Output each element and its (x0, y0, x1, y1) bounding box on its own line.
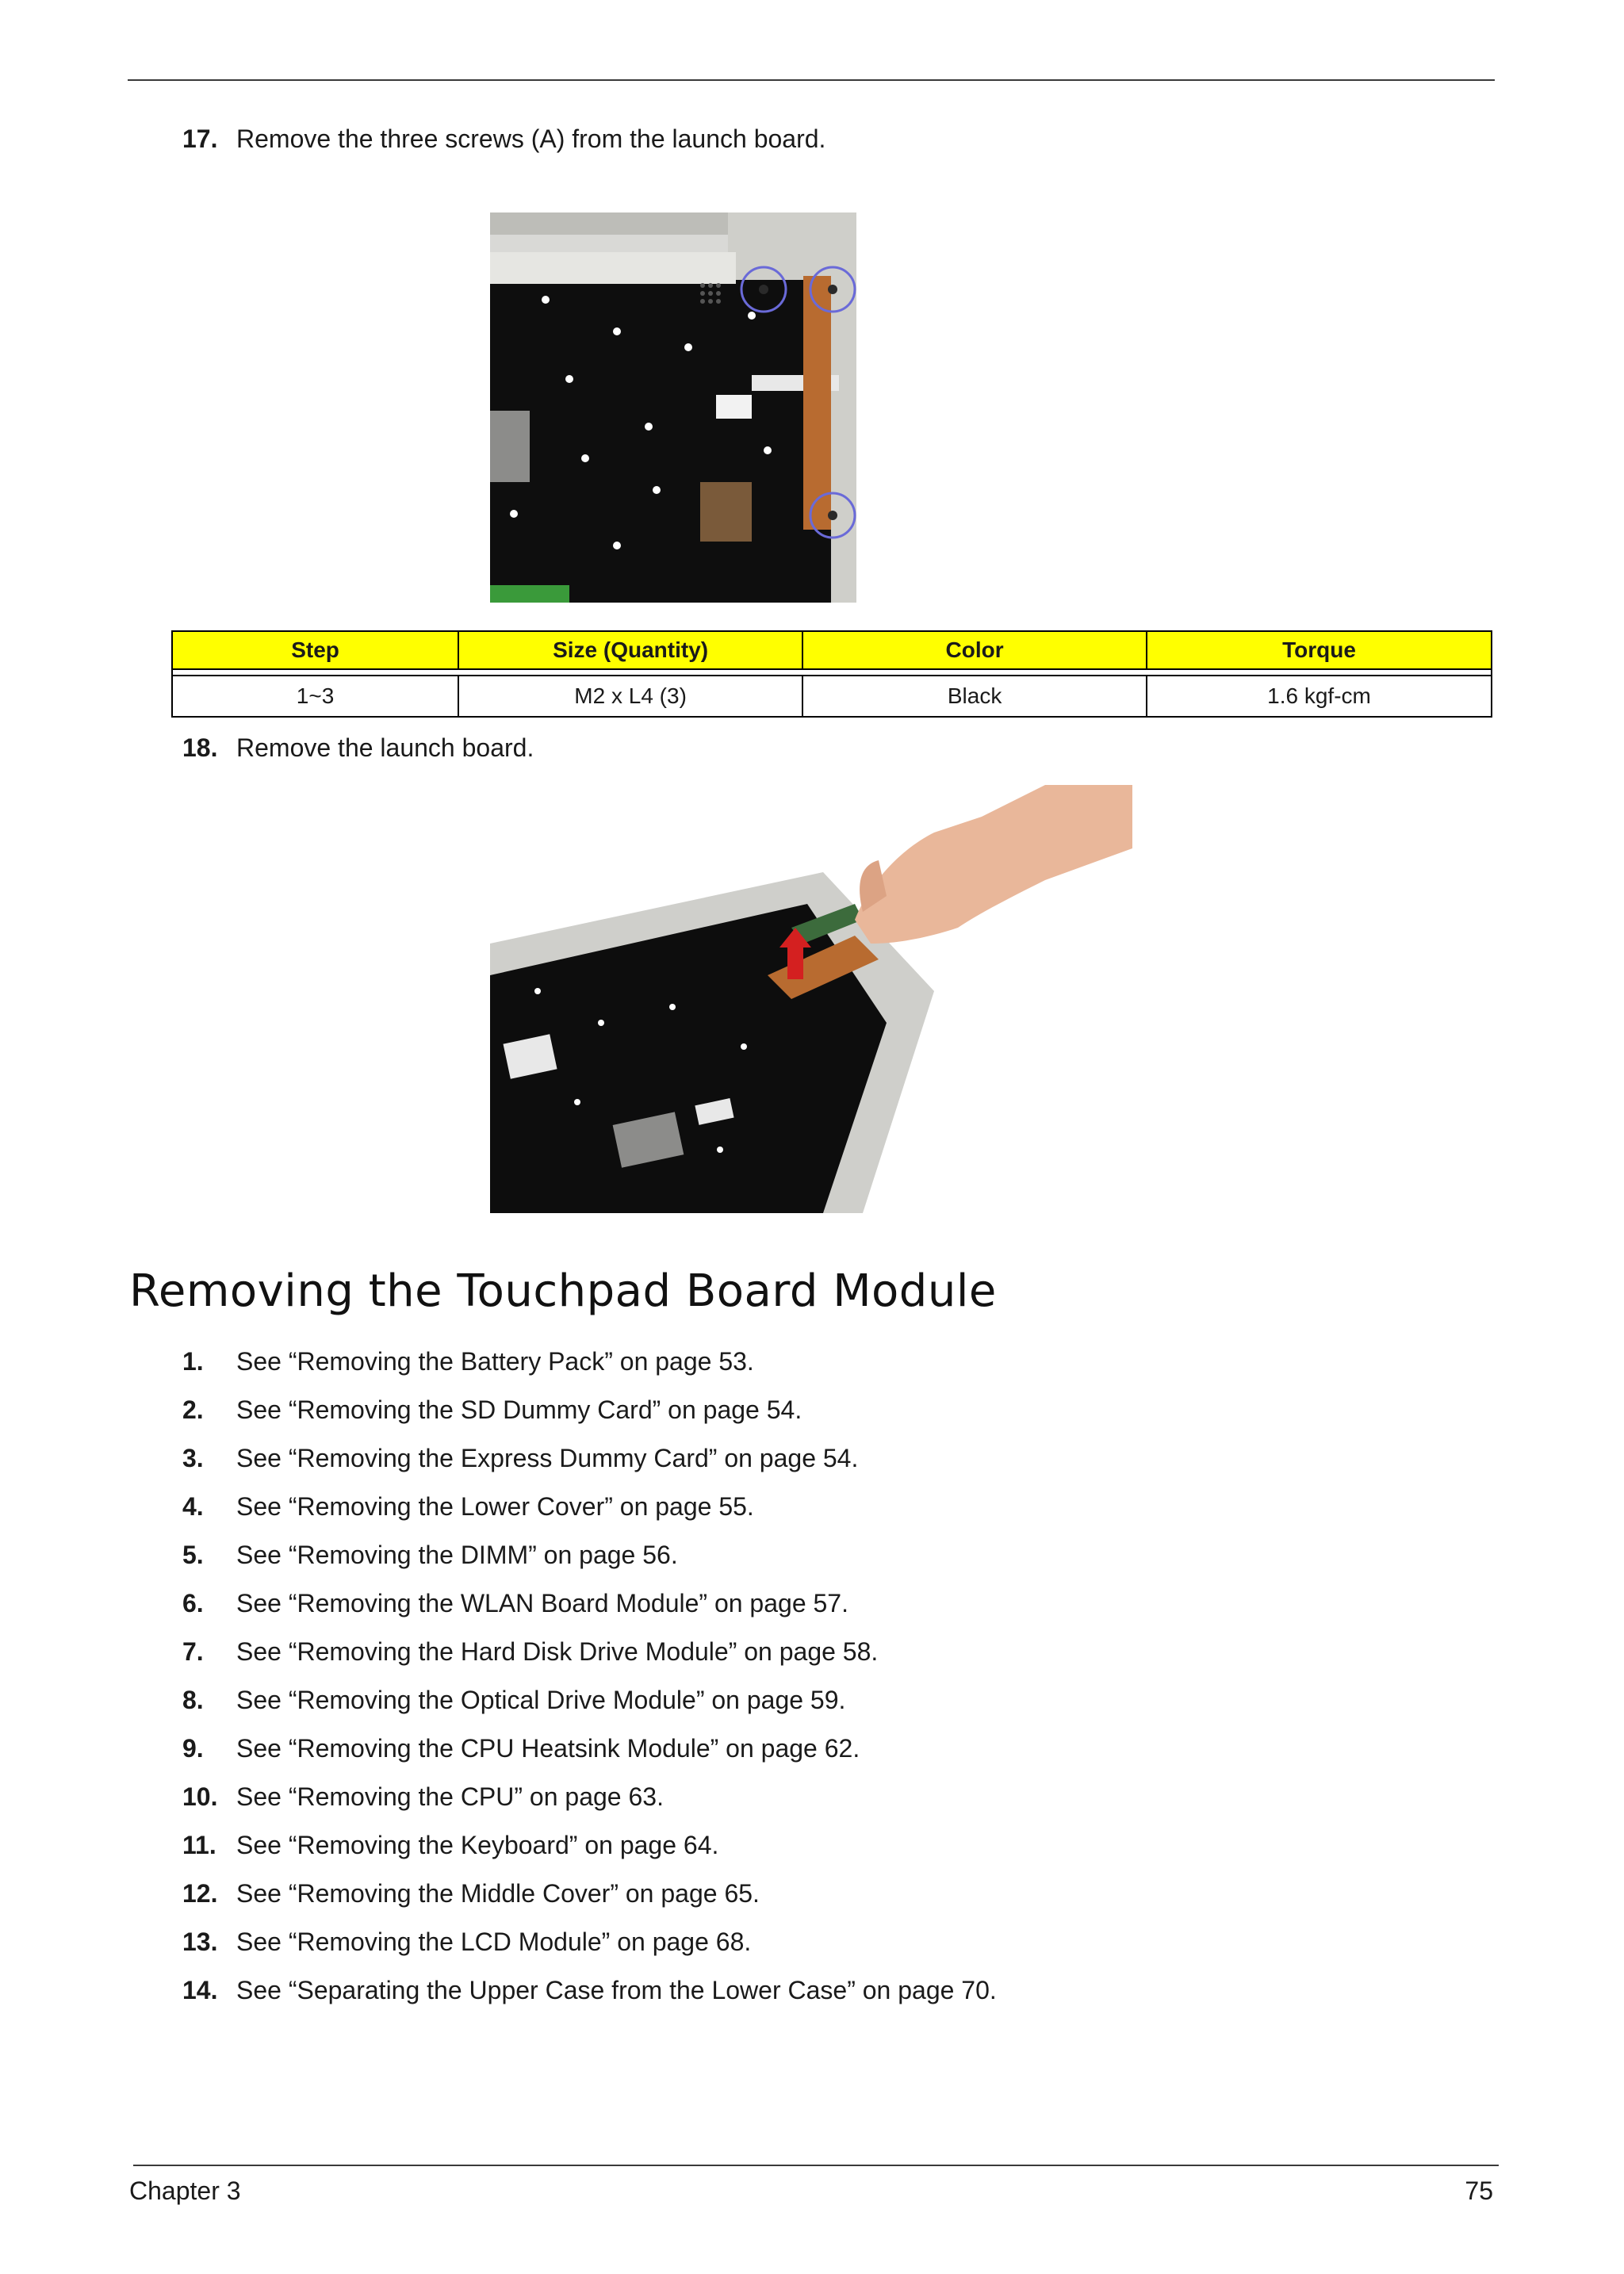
step-number: 3. (182, 1444, 204, 1472)
list-item (182, 1829, 718, 1861)
step-number: 10. (182, 1782, 218, 1811)
step-number: 4. (182, 1492, 204, 1521)
step-text: See “Removing the SD Dummy Card” on page 54. (236, 1395, 802, 1424)
list-item (182, 1442, 858, 1474)
list-item (182, 1539, 678, 1571)
table-row (172, 676, 1492, 717)
list-item (182, 1732, 860, 1764)
footer-page-number: 75 (1465, 2176, 1493, 2205)
step-text: See “Removing the CPU” on page 63. (236, 1782, 664, 1811)
footer-rule (133, 2165, 1499, 2166)
step-number: 11. (182, 1831, 216, 1859)
remove-launch-board-photo (490, 785, 1132, 1213)
footer-chapter: Chapter 3 (129, 2176, 241, 2205)
list-item (182, 1781, 664, 1813)
step-17 (182, 123, 825, 155)
section-title: Removing the Touchpad Board Module (129, 1265, 997, 1317)
step-number: 7. (182, 1637, 204, 1666)
step-text: See “Removing the Optical Drive Module” on page 59. (236, 1686, 846, 1714)
table-header-cell: Color (802, 631, 1147, 669)
table-cell: Black (802, 676, 1147, 717)
step-number: 1. (182, 1347, 204, 1376)
list-item (182, 1926, 751, 1958)
step-number: 17. (182, 124, 218, 153)
step-number: 12. (182, 1879, 218, 1908)
list-item (182, 1636, 878, 1667)
list-item (182, 1346, 754, 1377)
step-text: See “Removing the Battery Pack” on page 53. (236, 1347, 754, 1376)
step-18 (182, 732, 534, 764)
table-header-row (172, 631, 1492, 669)
list-item (182, 1587, 848, 1619)
step-text: Remove the three screws (A) from the launch board. (236, 124, 826, 153)
step-number: 14. (182, 1976, 218, 2004)
step-number: 13. (182, 1928, 218, 1956)
step-text: See “Removing the DIMM” on page 56. (236, 1541, 678, 1569)
step-number: 2. (182, 1395, 204, 1424)
step-text: See “Removing the LCD Module” on page 68. (236, 1928, 752, 1956)
step-text: See “Separating the Upper Case from the Lower Case” on page 70. (236, 1976, 997, 2004)
list-item (182, 1394, 802, 1426)
screw-spec-table (171, 630, 1492, 718)
table-cell: M2 x L4 (3) (458, 676, 802, 717)
table-separator (172, 669, 1492, 676)
header-rule (128, 79, 1495, 81)
list-item (182, 1974, 997, 2006)
table-cell: 1~3 (172, 676, 458, 717)
step-text: See “Removing the CPU Heatsink Module” on page 62. (236, 1734, 860, 1763)
step-number: 9. (182, 1734, 204, 1763)
step-number: 18. (182, 733, 218, 762)
step-number: 8. (182, 1686, 204, 1714)
step-text: See “Removing the WLAN Board Module” on page 57. (236, 1589, 848, 1617)
step-number: 6. (182, 1589, 204, 1617)
table-header-cell: Size (Quantity) (458, 631, 802, 669)
list-item (182, 1684, 845, 1716)
step-text: Remove the launch board. (236, 733, 534, 762)
step-text: See “Removing the Hard Disk Drive Module” on page 58. (236, 1637, 879, 1666)
table-cell: 1.6 kgf-cm (1147, 676, 1492, 717)
step-text: See “Removing the Keyboard” on page 64. (236, 1831, 719, 1859)
launch-board-screws-photo (490, 212, 856, 603)
list-item (182, 1491, 754, 1522)
step-text: See “Removing the Middle Cover” on page 65. (236, 1879, 760, 1908)
list-item (182, 1878, 760, 1909)
table-header-cell: Torque (1147, 631, 1492, 669)
table-header-cell: Step (172, 631, 458, 669)
step-text: See “Removing the Express Dummy Card” on page 54. (236, 1444, 859, 1472)
step-number: 5. (182, 1541, 204, 1569)
step-text: See “Removing the Lower Cover” on page 55. (236, 1492, 754, 1521)
